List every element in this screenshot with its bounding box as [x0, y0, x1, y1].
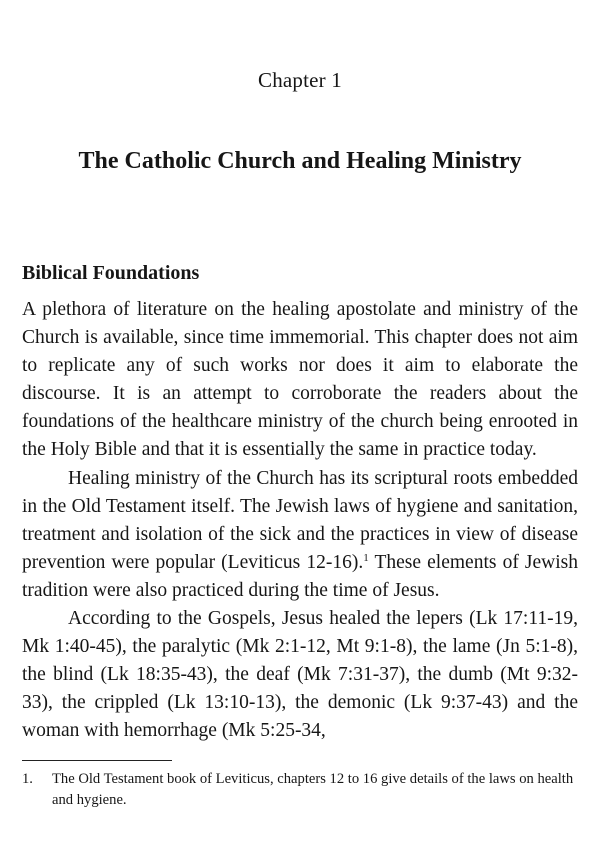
chapter-label: Chapter 1 [257, 68, 343, 92]
chapter-title: The Catholic Church and Healing Ministry [78, 148, 522, 174]
footnote-text: The Old Testament book of Leviticus, chapters 12 to 16 give details of the laws on health and hygiene. [52, 771, 574, 808]
paragraph-2-text-before-ref: Healing ministry of the Church has its scriptural roots embedded in the Old Testament itself. The Jewish laws of hygiene and sanitation, treatment and isolation of the sick and the practices in view of disease prevention were popular (Leviticus 12-16). [22, 467, 578, 573]
footnote-divider [22, 760, 172, 761]
paragraph-1: A plethora of literature on the healing apostolate and ministry of the Church is available, since time immemorial. This chapter does not aim to replicate any of such works nor does it aim to elaborate the discourse. It is an attempt to corroborate the readers about the foundations of the healthcare ministry of the church being enrooted in the Holy Bible and that it is essentially the same in practice today. [22, 299, 578, 461]
section-heading: Biblical Foundations [22, 262, 200, 284]
paragraph-3: According to the Gospels, Jesus healed the lepers (Lk 17:11-19, Mk 1:40-45), the paralytic (Mk 2:1-12, Mt 9:1-8), the lame (Jn 5:1-8), the blind (Lk 18:35-43), the deaf (Mk 7:31-37), the dumb (Mt 9:32-33), the crippled (Lk 13:10-13), the demonic (Lk 9:37-43) and the woman with hemorrhage (Mk 5:25-34, [22, 608, 578, 742]
body-text [22, 296, 578, 746]
footnote-reference: 1 [363, 551, 369, 564]
footnote [22, 769, 578, 811]
paragraph-2 [22, 465, 578, 605]
footnote-number: 1. [22, 771, 33, 787]
paragraph-2-text-after-ref: These elements of Jewish tradition were also practiced during the time of Jesus. [22, 551, 579, 601]
